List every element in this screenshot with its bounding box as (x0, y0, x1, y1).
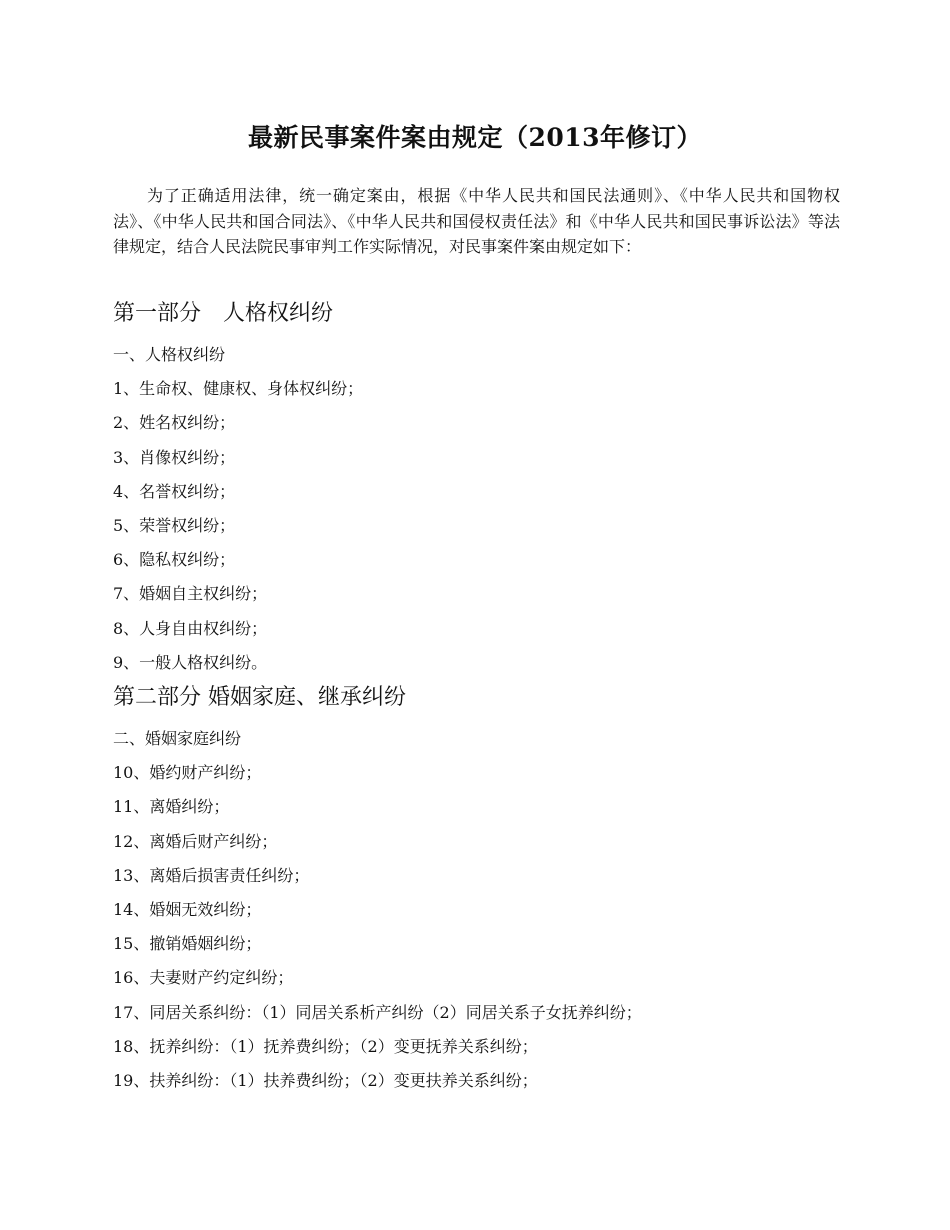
section-heading-marriage-family: 二、婚姻家庭纠纷 (113, 729, 242, 748)
list-item: 15、撤销婚姻纠纷； (113, 934, 262, 954)
list-item: 2、姓名权纠纷； (113, 413, 236, 433)
list-item: 16、夫妻财产约定纠纷； (113, 968, 294, 988)
list-item: 4、名誉权纠纷； (113, 481, 236, 501)
list-item: 6、隐私权纠纷； (113, 550, 236, 570)
list-item: 11、离婚纠纷； (113, 797, 230, 817)
list-item: 19、扶养纠纷：（1）扶养费纠纷；（2）变更扶养关系纠纷； (113, 1070, 538, 1090)
part-two-list (113, 722, 642, 1098)
part-two-heading: 第二部分 婚姻家庭、继承纠纷 (113, 685, 406, 710)
part-one-list (113, 338, 363, 680)
intro-paragraph: 为了正确适用法律，统一确定案由，根据《中华人民共和国民法通则》、《中华人民共和国物权法》、《中华人民共和国合同法》、《中华人民共和国侵权责任法》和《中华人民共和国民事诉讼法》等法律规定，结合人民法院民事审判工作实际情况，对民事案件案由规定如下： (113, 186, 840, 256)
list-item: 9、一般人格权纠纷。 (113, 652, 268, 672)
list-item: 12、离婚后财产纠纷； (113, 831, 278, 851)
section-heading-personality-rights: 一、人格权纠纷 (113, 345, 226, 364)
list-item: 3、肖像权纠纷； (113, 447, 236, 467)
list-item: 18、抚养纠纷：（1）抚养费纠纷；（2）变更抚养关系纠纷； (113, 1036, 538, 1056)
list-item: 14、婚姻无效纠纷； (113, 899, 262, 919)
list-item: 13、离婚后损害责任纠纷； (113, 865, 310, 885)
part-one-heading: 第一部分 人格权纠纷 (113, 301, 334, 326)
list-item: 17、同居关系纠纷：（1）同居关系析产纠纷（2）同居关系子女抚养纠纷； (113, 1002, 642, 1022)
list-item: 8、人身自由权纠纷； (113, 618, 268, 638)
list-item: 10、婚约财产纠纷； (113, 763, 262, 783)
document-title: 最新民事案件案由规定（2013年修订） (247, 123, 703, 152)
list-item: 1、生命权、健康权、身体权纠纷； (113, 379, 364, 399)
list-item: 7、婚姻自主权纠纷； (113, 584, 268, 604)
list-item: 5、荣誉权纠纷； (113, 515, 236, 535)
